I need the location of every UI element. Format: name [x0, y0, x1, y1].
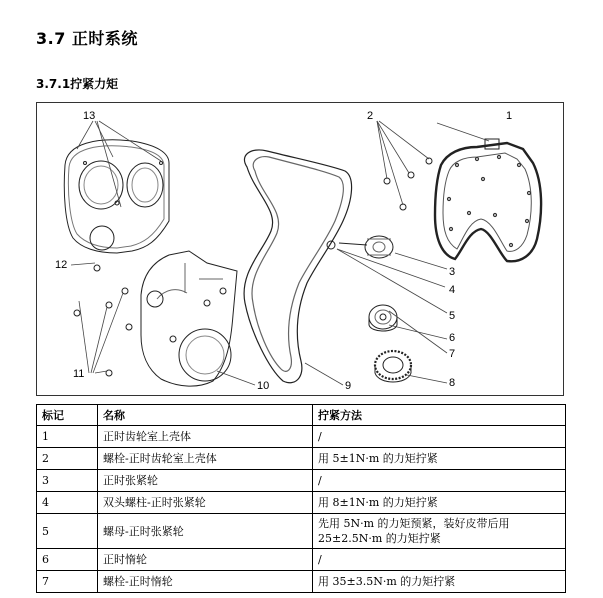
cell-method: 用 35±3.5N·m 的力矩拧紧 [313, 571, 566, 593]
cell-name: 螺栓-正时齿轮室上壳体 [98, 448, 313, 470]
timing-belt-part [244, 150, 352, 383]
callout-13: 13 [83, 110, 96, 122]
callout-1: 1 [506, 110, 513, 122]
cell-mark: 4 [37, 492, 98, 514]
upper-cover-part [64, 140, 169, 253]
section-heading [36, 26, 138, 49]
section-title: 正时系统 [71, 29, 138, 48]
header-mark: 标记 [37, 405, 98, 426]
callout-2: 2 [367, 110, 374, 122]
torque-spec-table [36, 404, 566, 593]
lower-housing-part [141, 251, 237, 386]
callout-6: 6 [449, 332, 456, 344]
cell-method: 先用 5N·m 的力矩预紧，装好皮带后用 25±2.5N·m 的力矩拧紧 [313, 514, 566, 549]
cell-mark: 2 [37, 448, 98, 470]
header-name: 名称 [98, 405, 313, 426]
cell-mark: 3 [37, 470, 98, 492]
table-header-row [37, 405, 566, 426]
idler-part [369, 305, 397, 331]
cell-method: / [313, 426, 566, 448]
crank-sprocket-part [375, 351, 411, 382]
table-row [37, 571, 566, 593]
table-row [37, 492, 566, 514]
cell-name: 正时齿轮室上壳体 [98, 426, 313, 448]
callout-3: 3 [449, 266, 456, 278]
header-method: 拧紧方法 [313, 405, 566, 426]
callout-7: 7 [449, 348, 456, 360]
table-row [37, 448, 566, 470]
cell-mark: 1 [37, 426, 98, 448]
callout-12: 12 [55, 259, 68, 271]
callout-10: 10 [257, 380, 270, 392]
upper-housing-part [435, 139, 541, 261]
tensioner-part [327, 236, 393, 258]
cell-method: / [313, 549, 566, 571]
callout-8: 8 [449, 377, 456, 389]
callout-4: 4 [449, 284, 456, 296]
section-number: 3.7 [36, 29, 66, 48]
table-row [37, 549, 566, 571]
callout-11: 11 [73, 368, 85, 380]
cell-name: 双头螺柱-正时张紧轮 [98, 492, 313, 514]
callout-9: 9 [345, 380, 352, 392]
callout-5: 5 [449, 310, 456, 322]
diagram-drawing [37, 103, 565, 397]
subsection-heading [36, 75, 118, 92]
cell-mark: 6 [37, 549, 98, 571]
timing-system-exploded-diagram [36, 102, 564, 396]
cell-mark: 7 [37, 571, 98, 593]
cell-method: 用 8±1N·m 的力矩拧紧 [313, 492, 566, 514]
cell-method: / [313, 470, 566, 492]
housing-bolts-part [74, 265, 132, 376]
cell-name: 正时惰轮 [98, 549, 313, 571]
cell-name: 螺母-正时张紧轮 [98, 514, 313, 549]
table-row [37, 514, 566, 549]
cell-name: 螺栓-正时惰轮 [98, 571, 313, 593]
cell-mark: 5 [37, 514, 98, 549]
subsection-number: 3.7.1 [36, 77, 71, 91]
table-row [37, 470, 566, 492]
table-row [37, 426, 566, 448]
subsection-title: 拧紧力矩 [70, 77, 119, 91]
cell-method: 用 5±1N·m 的力矩拧紧 [313, 448, 566, 470]
cell-name: 正时张紧轮 [98, 470, 313, 492]
